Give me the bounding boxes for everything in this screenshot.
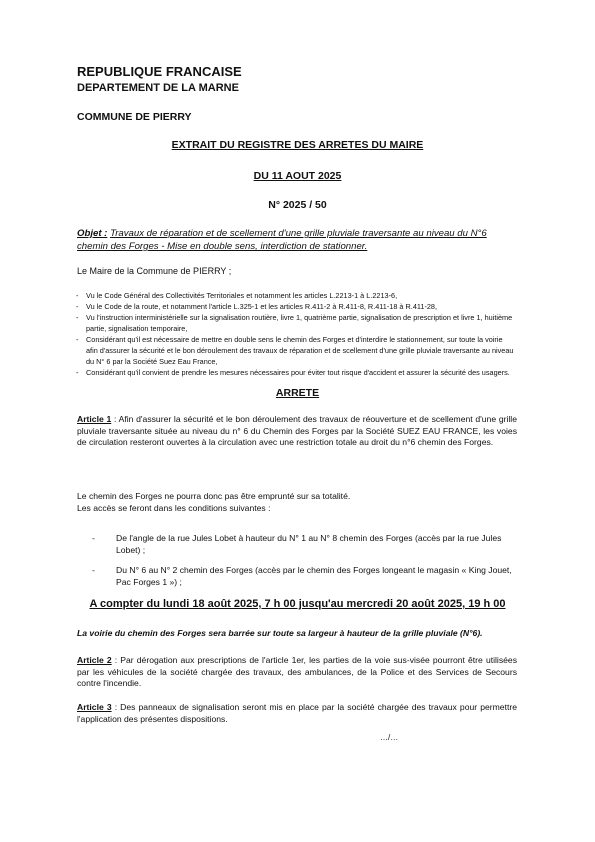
- article-2: [77, 655, 517, 690]
- decree-date: DU 11 AOUT 2025: [253, 170, 342, 182]
- access-conditions: [92, 533, 512, 597]
- work-period: A compter du lundi 18 août 2025, 7 h 00 jusqu'au mercredi 20 août 2025, 19 h 00: [89, 598, 506, 610]
- mayor-line: Le Maire de la Commune de PIERRY ;: [77, 266, 232, 276]
- article-1: [77, 414, 517, 449]
- article-1-line-2: Le chemin des Forges ne pourra donc pas être emprunté sur sa totalité.: [77, 491, 351, 501]
- article-1-label: Article 1: [77, 414, 112, 424]
- consideration-item: - Vu le Code de la route, et notamment l'article L.325-1 et les articles R.411-2 à R.411-8, R.411-18 à R.411-28,: [74, 301, 514, 312]
- article-1-text: : Afin d'assurer la sécurité et le bon déroulement des travaux de réouverture et de scellement d'une grille pluviale traversante située au niveau du n° 6 du Chemin des Forges par la Société SUEZ EAU FRANCE, les voies de circulation resteront ouvertes à la circulation avec une restriction totale au droit du n°6 chemin des Forges.: [77, 414, 517, 447]
- access-item: - De l'angle de la rue Jules Lobet à hauteur du N° 1 au N° 8 chemin des Forges (accès par la rue Jules Lobet) ;: [92, 533, 512, 556]
- considerations-list: [74, 290, 514, 378]
- article-2-label: Article 2: [77, 655, 112, 665]
- article-2-text: : Par dérogation aux prescriptions de l'article 1er, les parties de la voie sus-visée pourront être utilisées par les véhicules de la société chargée des travaux, des ambulances, de la Police et des Services de Secours contre l'incendie.: [77, 655, 517, 688]
- consideration-item: - Vu le Code Général des Collectivités Territoriales et notamment les articles L.2213-1 à L.2213-6,: [74, 290, 514, 301]
- department-heading: DEPARTEMENT DE LA MARNE: [77, 82, 239, 94]
- consideration-item: - Considérant qu'il est nécessaire de mettre en double sens le chemin des Forges et d'interdire le stationnement, sur toute la voirie afin d'assurer la sécurité et le bon déroulement des travaux de réparation et de scellement d'une grille pluviale traversante au niveau du N° 6 par la Société Suez Eau France,: [74, 334, 514, 367]
- continuation-mark: …/…: [380, 733, 399, 742]
- register-extract-title: EXTRAIT DU REGISTRE DES ARRETES DU MAIRE: [171, 139, 424, 151]
- decree-number: N° 2025 / 50: [268, 199, 327, 211]
- object-text-underlined: Travaux de réparation et de scellement d'une grille pluviale traversante au niveau du N°6 chemin des Forges: [77, 228, 487, 252]
- article-3-text: : Des panneaux de signalisation seront mis en place par la société chargée des travaux pour permettre l'application des présentes dispositions.: [77, 702, 517, 724]
- article-1-line-3: Les accès se feront dans les conditions suivantes :: [77, 503, 271, 513]
- consideration-item: - Considérant qu'il convient de prendre les mesures nécessaires pour éviter tout risque d'accident et assurer la sécurité des usagers.: [74, 367, 514, 378]
- object-statement: [77, 227, 517, 253]
- commune-heading: COMMUNE DE PIERRY: [77, 111, 192, 123]
- article-3: [77, 702, 517, 725]
- article-3-label: Article 3: [77, 702, 112, 712]
- access-item: - Du N° 6 au N° 2 chemin des Forges (accès par le chemin des Forges longeant le magasin « King Jouet, Pac Forges 1 ») ;: [92, 565, 512, 588]
- object-label: Objet :: [77, 228, 108, 239]
- republic-heading: REPUBLIQUE FRANCAISE: [77, 64, 242, 79]
- road-closure-notice: La voirie du chemin des Forges sera barrée sur toute sa largeur à hauteur de la grille pluviale (N°6).: [77, 628, 483, 638]
- consideration-item: - Vu l'instruction interministérielle sur la signalisation routière, livre 1, quatrième partie, signalisation de prescription et livre 1, huitième partie, signalisation temporaire,: [74, 312, 514, 334]
- arrete-heading: ARRETE: [275, 387, 320, 399]
- object-text-rest: - Mise en double sens, interdiction de stationner.: [158, 241, 368, 252]
